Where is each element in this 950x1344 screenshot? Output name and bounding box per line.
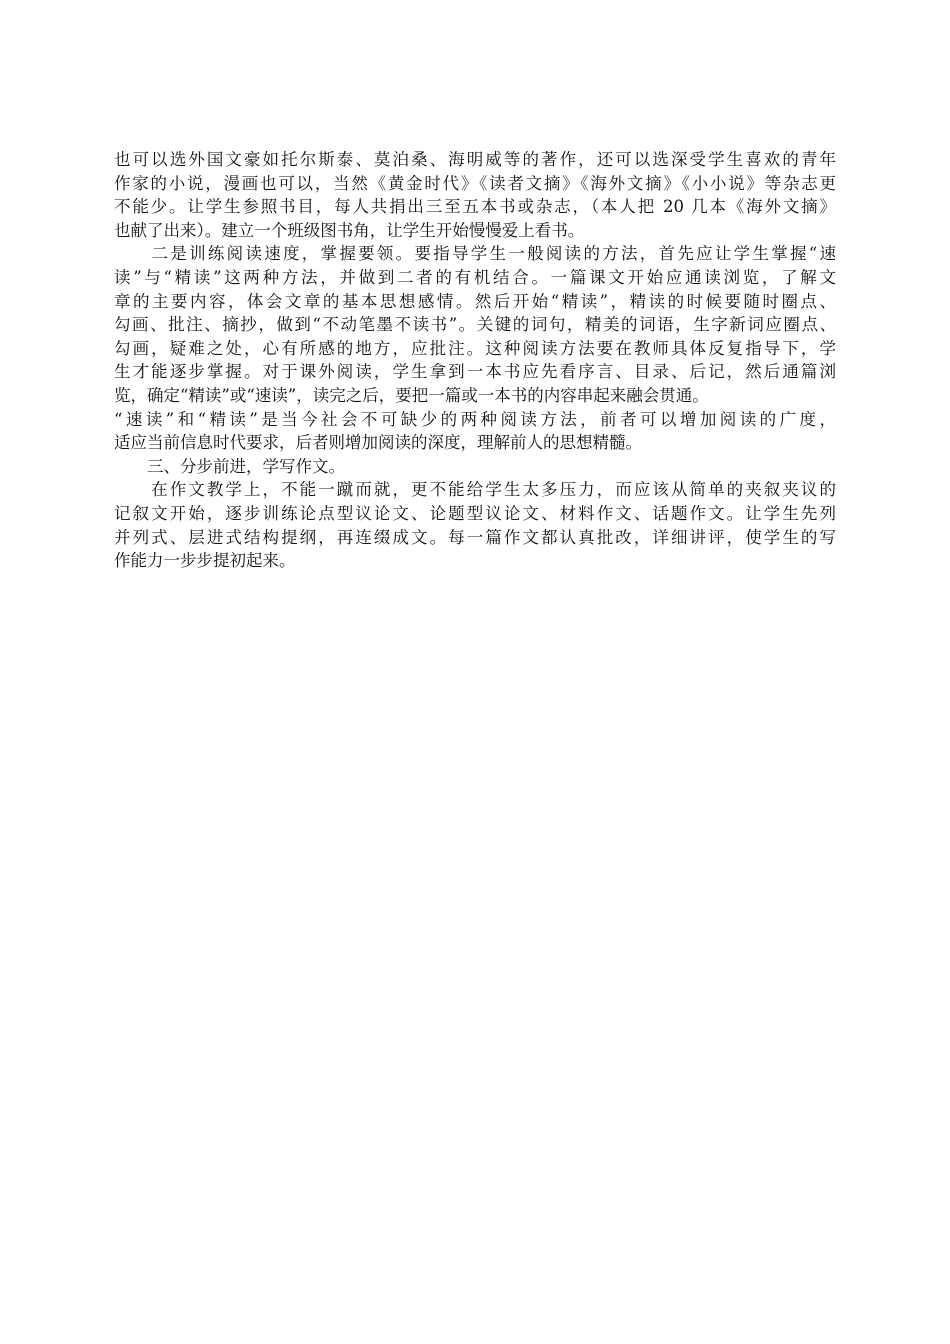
text-line: 二是训练阅读速度，掌握要领。要指导学生一般阅读的方法，首先应让学生掌握“速 xyxy=(114,244,836,264)
text-line: 生才能逐步掌握。对于课外阅读，学生拿到一本书应先看序言、目录、后记，然后通篇浏 xyxy=(114,362,836,382)
text-line: 也献了出来）。建立一个班级图书角，让学生开始慢慢爱上看书。 xyxy=(114,220,585,240)
text-line: 适应当前信息时代要求，后者则增加阅读的深度，理解前人的思想精髓。 xyxy=(114,433,642,453)
text-line: 并列式、层进式结构提纲，再连缀成文。每一篇作文都认真批改，详细讲评，使学生的写 xyxy=(114,527,836,547)
document-body xyxy=(114,148,836,573)
text-line: 读”与“精读”这两种方法，并做到二者的有机结合。一篇课文开始应通读浏览，了解文 xyxy=(114,267,836,287)
section-heading: 三、分步前进，学写作文。 xyxy=(114,456,345,476)
text-line: 在作文教学上，不能一蹴而就，更不能给学生太多压力，而应该从简单的夹叙夹议的 xyxy=(114,480,836,500)
text-line: 记叙文开始，逐步训练论点型议论文、论题型议论文、材料作文、话题作文。让学生先列 xyxy=(114,503,836,523)
text-line: 览，确定“精读”或“速读”，读完之后，要把一篇或一本书的内容串起来融会贯通。 xyxy=(114,385,709,405)
text-line: 也可以选外国文豪如托尔斯泰、莫泊桑、海明威等的著作，还可以选深受学生喜欢的青年 xyxy=(114,150,836,169)
text-line: 作家的小说，漫画也可以，当然《黄金时代》《读者文摘》《海外文摘》《小小说》等杂志更 xyxy=(114,173,836,193)
text-line: 作能力一步步提初起来。 xyxy=(114,551,296,571)
text-line: 勾画、批注、摘抄，做到“不动笔墨不读书”。关键的词句，精美的词语，生字新词应圈点、 xyxy=(114,315,836,335)
text-line: 勾画，疑难之处，心有所感的地方，应批注。这种阅读方法要在教师具体反复指导下，学 xyxy=(114,338,836,358)
text-line: “速读”和“精读”是当今社会不可缺少的两种阅读方法，前者可以增加阅读的广度， xyxy=(114,409,836,429)
text-line: 章的主要内容，体会文章的基本思想感情。然后开始“精读”，精读的时候要随时圈点、 xyxy=(114,291,836,311)
text-line: 不能少。让学生参照书目，每人共捐出三至五本书或杂志，（本人把 20 几本《海外文摘》 xyxy=(114,197,836,217)
